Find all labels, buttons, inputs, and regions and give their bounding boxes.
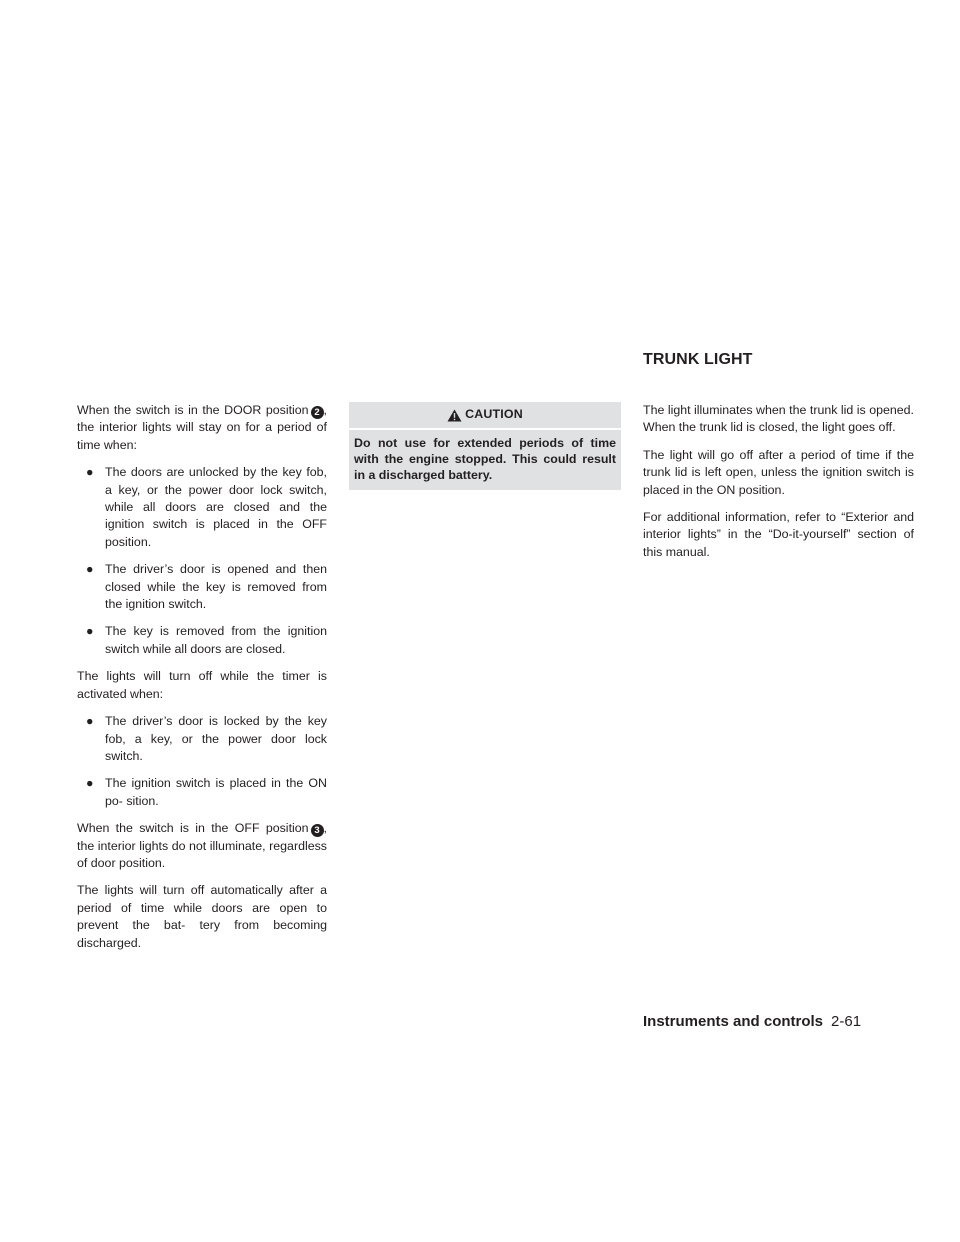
timer-paragraph: The lights will turn off while the timer is activated when: bbox=[77, 669, 327, 701]
left-column bbox=[77, 402, 327, 962]
list-item: ● The key is removed from the ignition switch while all doors are closed. bbox=[86, 624, 327, 656]
door-position-paragraph: When the switch is in the DOOR position 2 , the interior lights will stay on for a period of time when: bbox=[77, 403, 327, 452]
chapter-title: Instruments and controls bbox=[643, 1013, 824, 1030]
caution-box bbox=[349, 402, 621, 490]
bullet-icon: ● bbox=[86, 465, 94, 480]
trunk-paragraph: For additional information, refer to “Exterior and interior lights” in the “Do-it-yourself” section of this manual. bbox=[643, 510, 914, 559]
section-heading: TRUNK LIGHT bbox=[643, 351, 753, 368]
bullet-icon: ● bbox=[86, 776, 94, 791]
caution-header bbox=[349, 402, 621, 430]
trunk-paragraph: The light will go off after a period of time if the trunk lid is left open, unless the ignition switch is placed in the ON position. bbox=[643, 447, 914, 497]
caution-text: Do not use for extended periods of time with the engine stopped. This could result in a discharged battery. bbox=[354, 436, 616, 482]
bullet-icon: ● bbox=[86, 562, 94, 577]
list-item: ● The driver’s door is locked by the key fob, a key, or the power door lock switch. bbox=[86, 714, 327, 763]
list-item: ● The ignition switch is placed in the ON po- sition. bbox=[86, 776, 327, 808]
middle-column bbox=[349, 402, 621, 490]
list-item: ● The driver’s door is opened and then closed while the key is removed from the ignition switch. bbox=[86, 562, 327, 612]
off-position-paragraph: When the switch is in the OFF position 3 , the interior lights do not illuminate, regardless of door position. bbox=[77, 821, 327, 870]
caution-title: CAUTION bbox=[465, 407, 523, 422]
page-number: 2-61 bbox=[831, 1013, 862, 1030]
callout-2-icon: 2 bbox=[311, 406, 324, 419]
auto-off-paragraph: The lights will turn off automatically after a period of time while doors are open to prevent the bat- tery from becoming discharged. bbox=[77, 883, 327, 950]
warning-triangle-icon bbox=[447, 409, 462, 422]
trunk-paragraph: The light illuminates when the trunk lid is opened. When the trunk lid is closed, the light goes off. bbox=[643, 403, 914, 435]
right-column bbox=[643, 402, 914, 571]
list-item: ● The doors are unlocked by the key fob, a key, or the power door lock switch, while all doors are closed and the ignition switch is placed in the OFF position. bbox=[86, 465, 327, 549]
callout-3-icon: 3 bbox=[311, 824, 324, 837]
page-footer bbox=[643, 1013, 861, 1030]
bullet-icon: ● bbox=[86, 714, 94, 729]
bullet-icon: ● bbox=[86, 624, 94, 639]
